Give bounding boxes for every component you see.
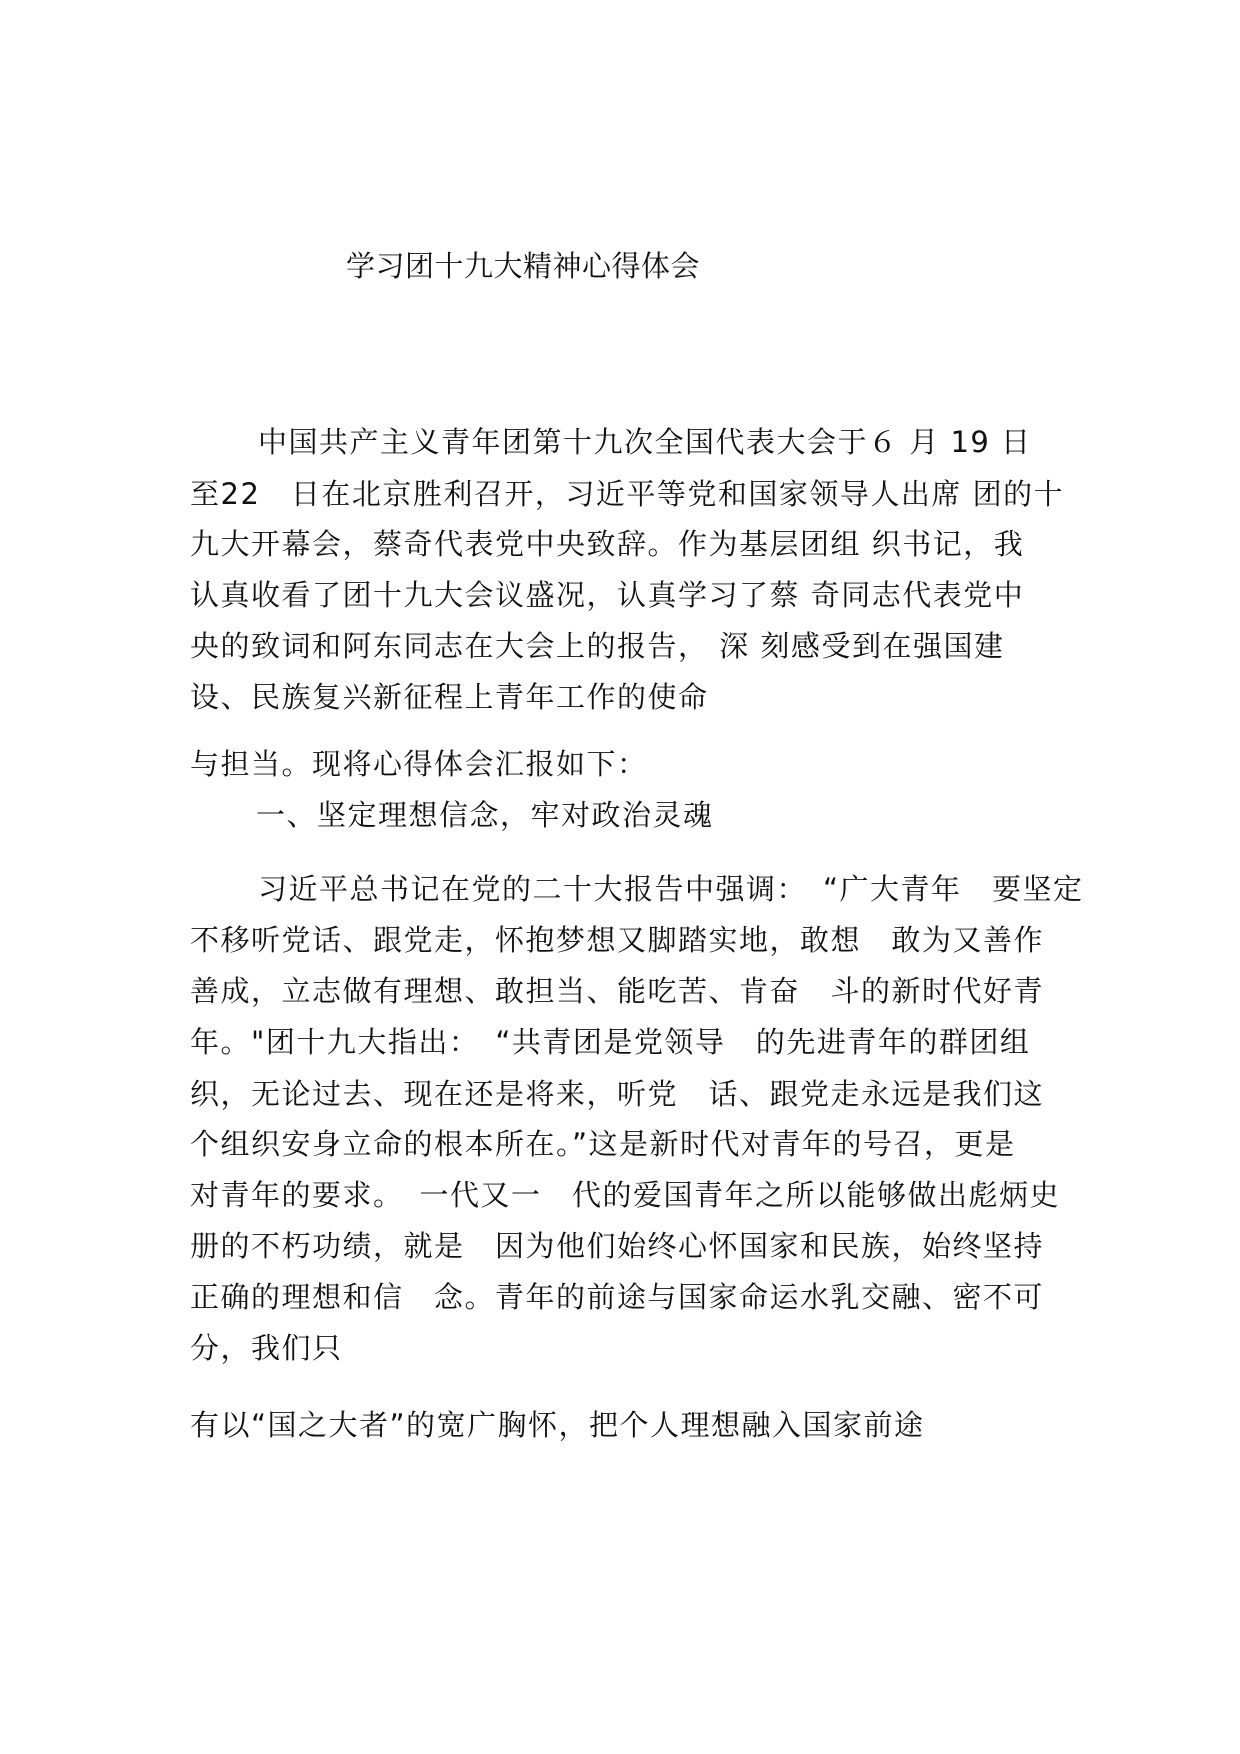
paragraph-line: 有以“国之大者”的宽广胸怀，把个人理想融入国家前途 [190,1408,925,1442]
paragraph-line: 九大开幕会，蔡奇代表党中央致辞。作为基层团组 织书记，我 [190,527,1025,561]
paragraph-line: 分，我们只 [190,1331,343,1365]
paragraph-line: 央的致词和阿东同志在大会上的报告， 深 刻感受到在强国建 [190,629,1005,663]
paragraph-line: 善成，立志做有理想、敢担当、能吃苦、肯奋 斗的新时代好青 [190,974,1045,1008]
paragraph-line: 中国共产主义青年团第十九次全国代表大会于６ 月 19 日 [258,425,1032,459]
paragraph-line: 年。"团十九大指出： “共青团是党领导 的先进青年的群团组 [190,1025,1031,1059]
paragraph-line: 织，无论过去、现在还是将来，听党 话、跟党走永远是我们这 [190,1077,1045,1111]
paragraph-line: 至22 日在北京胜利召开，习近平等党和国家领导人出席 团的十 [190,477,1065,511]
paragraph-line: 认真收看了团十九大会议盛况，认真学习了蔡 奇同志代表党中 [190,578,1025,612]
paragraph-line: 正确的理想和信 念。青年的前途与国家命运水乳交融、密不可 [190,1280,1045,1314]
paragraph-line: 个组织安身立命的根本所在。”这是新时代对青年的号召，更是 [190,1127,1016,1161]
section-heading: 一、坚定理想信念，牢对政治灵魂 [256,798,714,832]
paragraph-line: 对青年的要求。 一代又一 代的爱国青年之所以能够做出彪炳史 [190,1178,1061,1212]
paragraph-line: 与担当。现将心得体会汇报如下： [190,747,648,781]
paragraph-line: 设、民族复兴新征程上青年工作的使命 [190,680,709,714]
document-title: 学习团十九大精神心得体会 [346,249,701,283]
paragraph-line: 册的不朽功绩，就是 因为他们始终心怀国家和民族，始终坚持 [190,1229,1045,1263]
paragraph-line: 习近平总书记在党的二十大报告中强调： “广大青年 要坚定 [258,872,1084,906]
paragraph-line: 不移听党话、跟党走，怀抱梦想又脚踏实地，敢想 敢为又善作 [190,923,1045,957]
